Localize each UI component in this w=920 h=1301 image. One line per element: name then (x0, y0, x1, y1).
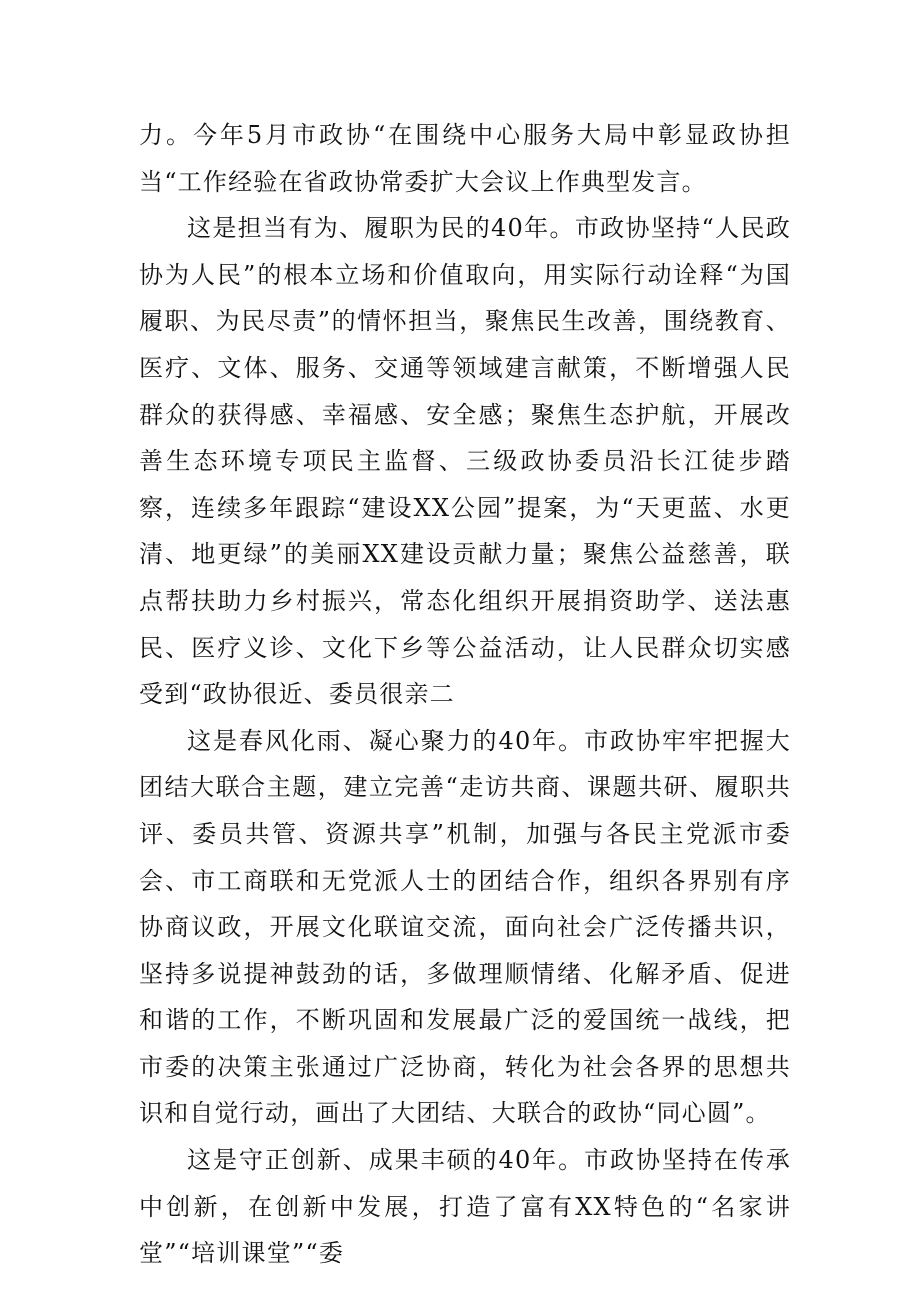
document-body (139, 112, 791, 1277)
paragraph-continuation: 力。今年5月市政协“在围绕中心服务大局中彰显政协担当“工作经验在省政协常委扩大会议上作典型发言。 (139, 121, 791, 196)
paragraph-innovation: 这是守正创新、成果丰硕的40年。市政协坚持在传承中创新，在创新中发展，打造了富有XX特色的“名家讲堂”“培训课堂”“委 (139, 1146, 791, 1268)
paragraph-responsibility: 这是担当有为、履职为民的40年。市政协坚持“人民政协为人民”的根本立场和价值取向，用实际行动诠释“为国履职、为民尽责”的情怀担当，聚焦民生改善，围绕教育、医疗、文体、服务、交通等领域建言献策，不断增强人民群众的获得感、幸福感、安全感；聚焦生态护航，开展改善生态环境专项民主监督、三级政协委员沿长江徒步踏察，连续多年跟踪“建设XX公园”提案，为“天更蓝、水更清、地更绿”的美丽XX建设贡献力量；聚焦公益慈善，联点帮扶助力乡村振兴，常态化组织开展捐资助学、送法惠民、医疗义诊、文化下乡等公益活动，让人民群众切实感受到“政协很近、委员很亲二 (139, 214, 791, 709)
paragraph-unity: 这是春风化雨、凝心聚力的40年。市政协牢牢把握大团结大联合主题，建立完善“走访共商、课题共研、履职共评、委员共管、资源共享”机制，加强与各民主党派市委会、市工商联和无党派人士的团结合作，组织各界别有序协商议政，开展文化联谊交流，面向社会广泛传播共识，坚持多说提神鼓劲的话，多做理顺情绪、化解矛盾、促进和谐的工作，不断巩固和发展最广泛的爱国统一战线，把市委的决策主张通过广泛协商，转化为社会各界的思想共识和自觉行动，画出了大团结、大联合的政协“同心圆”。 (139, 726, 791, 1128)
